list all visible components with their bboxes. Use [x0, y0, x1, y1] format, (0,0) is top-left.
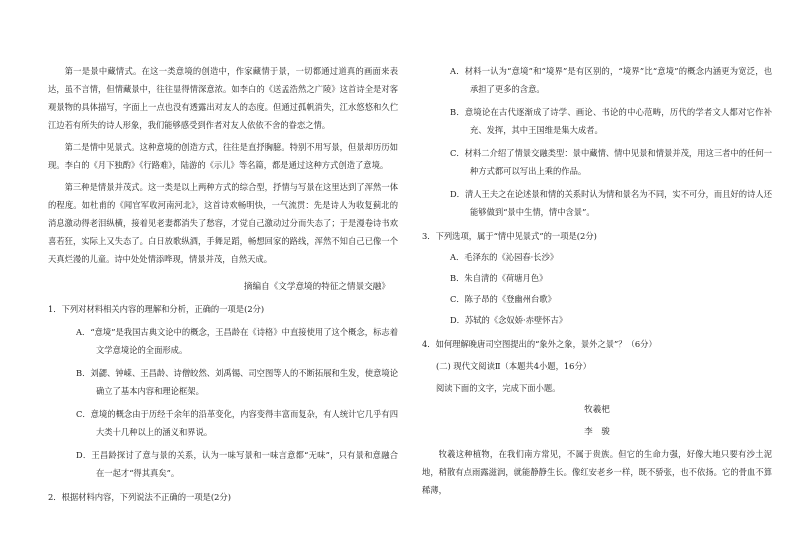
article-title: 牧羲杷 — [584, 405, 610, 415]
q3-option-d: D．苏轼的《念奴娇·赤壁怀古》 — [450, 315, 568, 325]
q2-option-a: A．材料一认为“意境”和“境界”是有区别的，“境界”比“意境”的概念内涵更为宽泛，也承担了更多的含意。 — [450, 66, 772, 94]
left-column — [48, 62, 398, 508]
right-column — [422, 62, 772, 499]
reading-instruction: 阅读下面的文字，完成下面小题。 — [436, 383, 561, 393]
q2-option-d: D．清人王夫之在论述景和情的关系时认为情和景名为不同，实不可分，而且好的诗人还能够做到“景中生情，情中含景”。 — [450, 189, 772, 217]
q1-option-b: B．刘勰、钟嵘、王昌龄、诗僧皎然、刘禹锡、司空图等人的不断拓展和生发，使意境论确立了基本内容和理论框架。 — [76, 368, 398, 396]
q3-option-a: A．毛泽东的《沁园春·长沙》 — [450, 252, 559, 262]
question-2-stem: 2．根据材料内容，下列说法不正确的一项是(2分) — [48, 492, 231, 502]
passage-paragraph-3: 第三种是情景并茂式。这一类是以上两种方式的综合型，抒情与写景在这里达到了浑然一体的程度。如杜甫的《闻官军收河南河北》，这首诗欢畅明快，一气流贯：先是诗人为收复蓟北的消息激动得老泪纵横，接着见老妻都消失了愁容，才觉自己激动过分而失态了；于是漫卷诗书欢喜若狂，实际上又失态了。白日放歌纵酒，手舞足蹈，畅想回家的路线，浑然不知自己已像一个天真烂漫的儿童。诗中处处情添哗现，情景并茂，自然天成。 — [48, 182, 398, 264]
question-1-stem: 1．下列对材料相关内容的理解和分析，正确的一项是(2分) — [48, 304, 265, 314]
source-citation: 摘编自《文学意境的特征之情景交融》 — [243, 282, 390, 292]
article-author: 李 骏 — [584, 427, 610, 437]
q3-option-b: B．朱自清的《荷塘月色》 — [450, 273, 548, 283]
q1-option-d: D．王昌龄探讨了意与景的关系，认为一味写景和一味言意都“无味”，只有景和意融合在一起才“得其真矣”。 — [76, 450, 398, 478]
question-3-stem: 3．下列选项，属于“情中见景式”的一项是(2分) — [422, 231, 597, 241]
section-heading: (二) 现代文阅读Ⅱ（本题共4小题，16分） — [436, 361, 592, 371]
passage-paragraph-2: 第二是情中见景式。这种意境的创造方式，往往是直抒胸臆。特别不用写景，但景却历历如现。李白的《月下独酌》《行路难》，陆游的《示儿》等名篇，都是通过这种方式创造了意境。 — [48, 142, 398, 170]
q1-option-c: C．意境的概念由于历经千余年的沿革变化，内容变得丰富而复杂，有人统计它几乎有四大类十几种以上的涵义和界说。 — [76, 409, 398, 437]
q3-option-c: C．陈子昂的《登幽州台歌》 — [450, 294, 556, 304]
question-4-stem: 4．如何理解晚唐司空图提出的“象外之象，景外之景”？（6分） — [422, 339, 657, 349]
q1-option-a: A．“意境”是我国古典文论中的概念，王昌龄在《诗格》中直接使用了这个概念，标志着文学意境论的全面形成。 — [76, 327, 398, 355]
article-body: 牧羲这种植物，在我们南方常见，不属于贵族。但它的生命力强，好像大地只要有沙土泥地，稍散有点雨露滋润，就能静静生长。像红安老乡一样，既不骄张，也不依扬。它的骨血不算稀薄， — [422, 449, 772, 495]
q2-option-b: B．意境论在古代逐渐成了诗学、画论、书论的中心范畴，历代的学者文人都对它作补充、发挥，其中王国维是集大成者。 — [450, 107, 772, 135]
q2-option-c: C．材料二介绍了情景交融类型：景中藏情、情中见景和情景并茂，用这三者中的任何一种方式都可以写出上乘的作品。 — [450, 148, 772, 176]
passage-paragraph-1: 第一是景中藏情式。在这一类意境的创造中，作家藏情于景，一切都通过道真的画面来表达，虽不言情，但情藏景中，往往显得情深意浓。如李白的《送孟浩然之广陵》这首诗全是对客观景物的具体描写，字面上一点也没有透露出对友人的态度。但通过孤帆消失，江水悠悠和久伫江边若有所失的诗人形象，我们能够感受到作者对友人依依不舍的眷恋之情。 — [48, 66, 398, 130]
